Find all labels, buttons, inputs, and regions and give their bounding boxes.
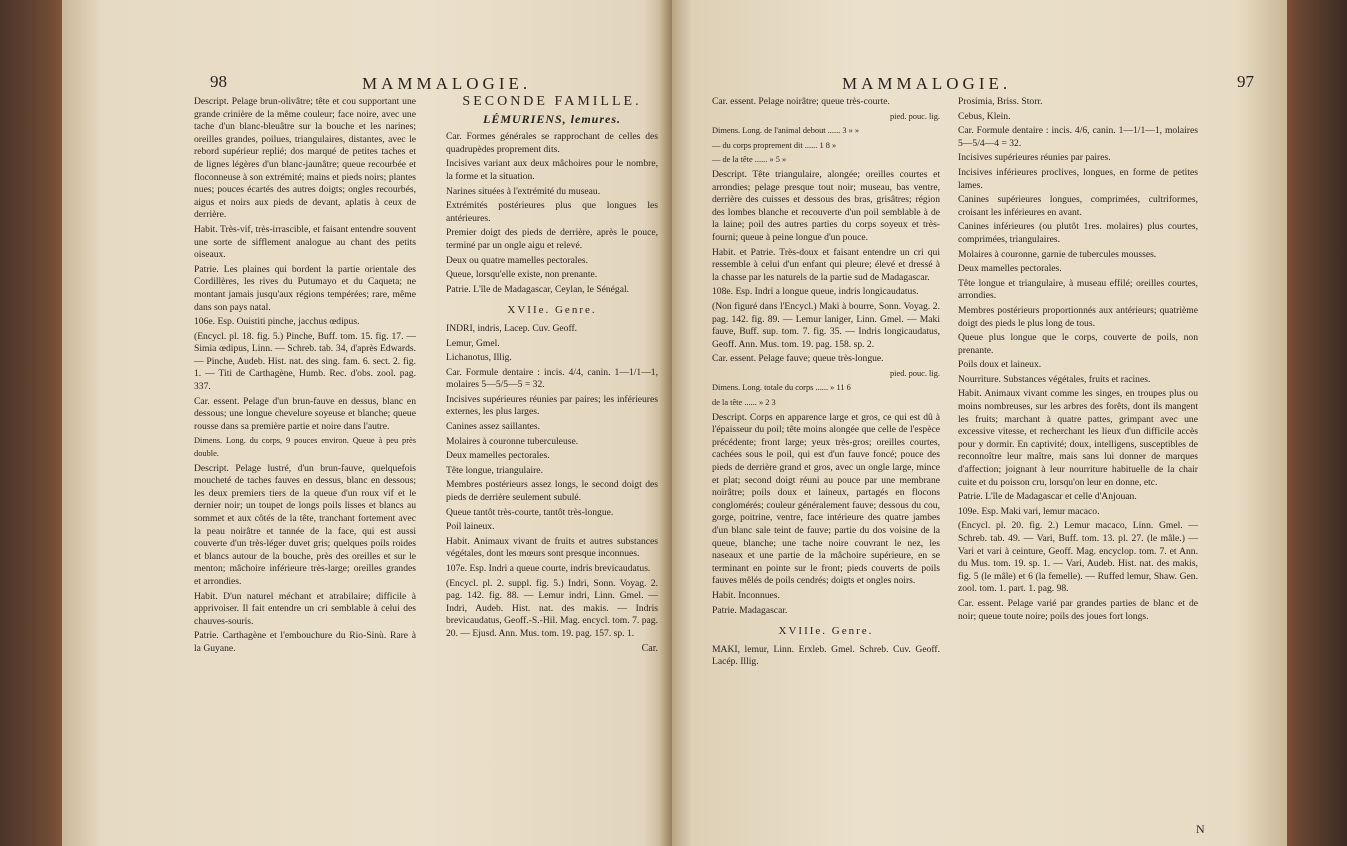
paragraph: Descript. Pelage brun-olivâtre; tête et cou supportant une grande crinière de la même couleur; face noire, avec une tache d'un blanc-bleuâtre sur la bouche et les narines; oreilles grandes, poilues, triangulaires, distantes, avec le rebord supérieur replié; dos marqué de petites taches et de lignes légères d'un blanc-jaunâtre; queue recourbée et floconneuse à son extrémité; mains et pieds noirs; plantes nues; pouces écartés des autres doigts; ongles recourbés, aigus et noirs aux pieds de devant, aplatis à ceux de derrière. xyxy=(194,96,416,221)
page-number-right: 97 xyxy=(1237,72,1254,91)
paragraph: Narines situées à l'extrémité du museau. xyxy=(446,185,601,197)
dimension-row: — du corps proprement dit ...... 1 8 » xyxy=(712,140,837,150)
paragraph: Poil laineux. xyxy=(446,521,495,533)
paragraph: Lemur, Gmel. xyxy=(446,337,500,349)
right-column-2 xyxy=(958,96,1198,625)
paragraph: Poils doux et laineux. xyxy=(958,359,1042,371)
paragraph: Patrie. Les plaines qui bordent la partie orientale des Cordillères, les rives du Putumayo et du Caqueta; ne montant jamais jusqu'aux régions tempérées; rare, même dans son pays natal. xyxy=(194,263,416,313)
paragraph: Incisives supérieures réunies par paires. xyxy=(958,152,1111,164)
paragraph: Queue, lorsqu'elle existe, non prenante. xyxy=(446,269,598,281)
paragraph: Extrémités postérieures plus que longues les antérieures. xyxy=(446,200,658,224)
paragraph: INDRI, indris, Lacep. Cuv. Geoff. xyxy=(446,322,578,334)
paragraph: Deux mamelles pectorales. xyxy=(958,263,1062,275)
book-cover-left xyxy=(0,0,70,846)
left-column-2 xyxy=(446,96,658,655)
paragraph: Habit. D'un naturel méchant et atrabilaire; difficile à apprivoiser. Il fait entendre un cri semblable à celui des chauves-souris. xyxy=(194,590,416,627)
dimension-row: Dimens. Long. de l'animal debout ...... 3 » » xyxy=(712,126,860,136)
paragraph: Queue plus longue que le corps, couverte de poils, non prenante. xyxy=(958,332,1198,356)
paragraph: Patrie. Madagascar. xyxy=(712,604,788,616)
paragraph: (Encycl. pl. 20. fig. 2.) Lemur macaco, Linn. Gmel. — Schreb. tab. 49. — Vari, Buff. tom. 13. pl. 27. (le mâle.) — Vari et vari à ceinture, Geoff. Mag. encyclop. tom. 7. et Ann. du Mus. tom. 19. sp. 1. — Vari, Audeb. Hist. nat. des makis, fig. 5 (le mâle) et 6 (la femelle). — Ruffed lemur, Shaw. Gen. zool. tom. 1. part. 1. pag. 98. xyxy=(958,520,1198,595)
dimensions: Dimens. Long. du corps, 9 pouces environ. Queue à peu près double. xyxy=(194,436,416,459)
paragraph: Prosimia, Briss. Storr. xyxy=(958,96,1043,107)
paragraph: Patrie. L'île de Madagascar et celle d'Anjouan. xyxy=(958,491,1137,503)
paragraph: Descript. Tête triangulaire, alongée; oreilles courtes et arrondies; pelage presque tout noir; museau, bas ventre, derrière des cuisses et dessous des bras, grisâtres; région des lombes blanche et recouverte d'un poil semblable à de la laine; poil des autres parties du corps soyeux et très-fourni; queue à peine longue d'un pouce. xyxy=(712,168,940,243)
paragraph: Habit. et Patrie. Très-doux et faisant entendre un cri qui ressemble à celui d'un enfant qui pleure; élevé et dressé à la chasse par les naturels de la partie sud de Madagascar. xyxy=(712,246,940,283)
right-column-1 xyxy=(712,96,940,671)
paragraph: Descript. Pelage lustré, d'un brun-fauve, quelquefois moucheté de taches fauves en dessus, blanc en dessous; les deux premiers tiers de la queue d'un roux vif et le dernier noir; un toupet de longs poils lisses et blancs au sommet et aux côtés de la tête, tranchant fortement avec la peau noirâtre et tannée de la face, qui est aussi couverte d'un très-léger duvet gris; quelques poils roides et blancs autour de la bouche, près des oreilles et sur le menton; mâchoire inférieure très-large; oreilles grandes et arrondies. xyxy=(194,462,416,587)
paragraph: Car. Formule dentaire : incis. 4/6, canin. 1—1/1—1, molaires 5—5/4—4 = 32. xyxy=(958,125,1198,149)
paragraph: (Encycl. pl. 2. suppl. fig. 5.) Indri, Sonn. Voyag. 2. pag. 142. fig. 88. — Lemur indri, Linn. Gmel. — Indri, Audeb. Hist. nat. des makis. — Indris brevicaudatus, Geoff.-S.-Hil. Mag. encycl. tom. 7. pag. 20. — Ejusd. Ann. Mus. tom. 19. pag. 157. sp. 1. xyxy=(446,577,658,639)
paragraph: Membres postérieurs assez longs, le second doigt des pieds de derrière seulement subulé. xyxy=(446,479,658,504)
paragraph: Nourriture. Substances végétales, fruits et racines. xyxy=(958,373,1151,385)
left-column-1 xyxy=(194,96,416,658)
paragraph: Cebus, Klein. xyxy=(958,110,1011,122)
paragraph: Patrie. L'île de Madagascar, Ceylan, le Sénégal. xyxy=(446,283,630,295)
dimension-units: pied. pouc. lig. xyxy=(889,111,940,121)
paragraph: Deux mamelles pectorales. xyxy=(446,450,550,462)
family-name: LÉMURIENS, lemures. xyxy=(482,111,622,126)
paragraph: Patrie. Carthagène et l'embouchure du Rio-Sinù. Rare à la Guyane. xyxy=(194,630,416,654)
dimension-row: — de la tête ...... » 5 » xyxy=(712,155,787,165)
paragraph: Canines assez saillantes. xyxy=(446,421,541,433)
dimension-units: pied. pouc. lig. xyxy=(889,368,940,378)
paragraph: Car. essent. Pelage varié par grandes parties de blanc et de noir; queue toute noire; poils des joues fort longs. xyxy=(958,597,1198,622)
running-head-left: MAMMALOGIE. xyxy=(362,74,532,93)
paragraph: (Non figuré dans l'Encycl.) Maki à bourre, Sonn. Voyag. 2. pag. 142. fig. 89. — Lemur laniger, Linn. Gmel. — Maki fauve, Buff. sup. tom. 7. fig. 35. — Indris longicaudatus, Geoff. Ann. Mus. tom. 19. pag. 158. sp. 2. xyxy=(712,300,940,350)
paragraph: MAKI, lemur, Linn. Erxleb. Gmel. Schreb. Cuv. Geoff. Lacép. Illig. xyxy=(712,643,940,668)
catchword: Car. xyxy=(641,642,658,654)
species-heading: 106e. Esp. Ouistiti pinche, jacchus œdipus. xyxy=(194,316,360,328)
paragraph: Molaires à couronne tuberculeuse. xyxy=(446,435,579,447)
running-head-right: MAMMALOGIE. xyxy=(842,74,1012,93)
dimension-row: Dimens. Long. totale du corps ...... » 11 6 xyxy=(712,383,851,393)
paragraph: Membres postérieurs proportionnés aux antérieurs; quatrième doigt des pieds le plus long de tous. xyxy=(958,304,1198,329)
genre-title: XVIIe. Genre. xyxy=(507,304,597,317)
paragraph: Car. essent. Pelage noirâtre; queue très-courte. xyxy=(712,96,890,107)
signature-mark: N xyxy=(1196,822,1205,836)
left-page xyxy=(62,0,674,846)
book-cover-right xyxy=(1277,0,1347,846)
paragraph: Incisives inférieures proclives, longues, en forme de petites lames. xyxy=(958,166,1198,191)
paragraph: Car. Formule dentaire : incis. 4/4, canin. 1—1/1—1, molaires 5—5/5—5 = 32. xyxy=(446,366,658,391)
paragraph: Tête longue, triangulaire. xyxy=(446,464,543,476)
paragraph: Lichanotus, Illig. xyxy=(446,352,512,364)
paragraph: Habit. Animaux vivant comme les singes, en troupes plus ou moins nombreuses, sur les arbres des forêts, dont ils mangent les fruits; marchant à quatre pattes, grimpant avec une excessive vitesse, et recherchant les lieux d'un difficile accès pour y dormir. En captivité; doux, intelligens, susceptibles de reconnoître leur maître, mais sans lui donner de marques d'affection; joignant à leur nourriture habituelle de la chair cuite et du poisson cru, lorsqu'on leur en donne, etc. xyxy=(958,388,1198,488)
species-heading: 109e. Esp. Maki vari, lemur macaco. xyxy=(958,505,1100,517)
species-heading: 107e. Esp. Indri a queue courte, indris brevicaudatus. xyxy=(446,563,651,574)
right-page xyxy=(672,0,1287,846)
paragraph: Car. essent. Pelage fauve; queue très-longue. xyxy=(712,353,884,365)
paragraph: Habit. Très-vif, très-irrascible, et faisant entendre souvent une sorte de sifflement analogue au chant des petits oiseaux. xyxy=(194,223,416,261)
paragraph: Incisives variant aux deux mâchoires pour le nombre, la forme et la situation. xyxy=(446,158,658,182)
paragraph: Canines supérieures longues, comprimées, cultriformes, croisant les inférieures en avant. xyxy=(958,194,1198,218)
paragraph: Deux ou quatre mamelles pectorales. xyxy=(446,254,588,266)
paragraph: Habit. Inconnues. xyxy=(712,589,780,601)
paragraph: Incisives supérieures réunies par paires; les inférieures externes, les plus larges. xyxy=(446,393,658,418)
page-number-left: 98 xyxy=(210,72,227,91)
paragraph: Premier doigt des pieds de derrière, après le pouce, terminé par un ongle aigu et relevé. xyxy=(446,227,658,251)
paragraph: Canines inférieures (ou plutôt 1res. molaires) plus courtes, comprimées, triangulaires. xyxy=(958,221,1198,245)
family-title: SECONDE FAMILLE. xyxy=(462,94,642,109)
dimension-row: de la tête ...... » 2 3 xyxy=(712,398,776,408)
paragraph: Molaires à couronne, garnie de tubercules mousses. xyxy=(958,248,1157,260)
species-heading: 108e. Esp. Indri a longue queue, indris longicaudatus. xyxy=(712,286,919,298)
genre-title: XVIIIe. Genre. xyxy=(778,625,874,638)
paragraph: Car. essent. Pelage d'un brun-fauve en dessus, blanc en dessous; une longue chevelure soyeuse et blanche; queue rousse dans sa première partie et noire dans l'autre. xyxy=(194,395,416,432)
paragraph: Car. Formes générales se rapprochant de celles des quadrupèdes proprement dits. xyxy=(446,131,658,155)
paragraph: Descript. Corps en apparence large et gros, ce qui est dû à l'épaisseur du poil; tête moins alongée que celle de l'espèce précédente; front large; yeux très-gros; oreilles courtes, cachées sous le poil, qui est d'un fauve foncé; pouce des pieds de derrière grand et gros, avec un ongle large, mince et plat; second doigt réuni au pouce par une membrane noirâtre; poils doux et laineux, partagés en flocons conglomérés; couleur généralement fauve; dessous du cou, gorge, poitrine, ventre, face intérieure des quatre jambes d'un blanc sale teint de fauve; partie du dos voisine de la queue, blanche; une tache noire couvrant le nez, les naseaux et une partie de la mâchoire supérieure, en se terminant en pointe sur le front; pieds couverts de poils fauves mêlés de poils cendrés; doigts et ongles noirs. xyxy=(712,411,940,587)
paragraph: (Encycl. pl. 18. fig. 5.) Pinche, Buff. tom. 15. fig. 17. — Simia œdipus, Linn. — Schreb. tab. 34, d'après Edwards. — Pinche, Audeb. Hist. nat. des sing. fam. 6. sect. 2. fig. 1. — Titi de Carthagène, Humb. Rec. d'obs. zool. pag. 337. xyxy=(194,330,416,393)
paragraph: Tête longue et triangulaire, à museau effilé; oreilles courtes, arrondies. xyxy=(958,277,1198,302)
paragraph: Queue tantôt très-courte, tantôt très-longue. xyxy=(446,506,614,518)
paragraph: Habit. Animaux vivant de fruits et autres substances végétales, dont les mœurs sont presque inconnues. xyxy=(446,535,658,560)
